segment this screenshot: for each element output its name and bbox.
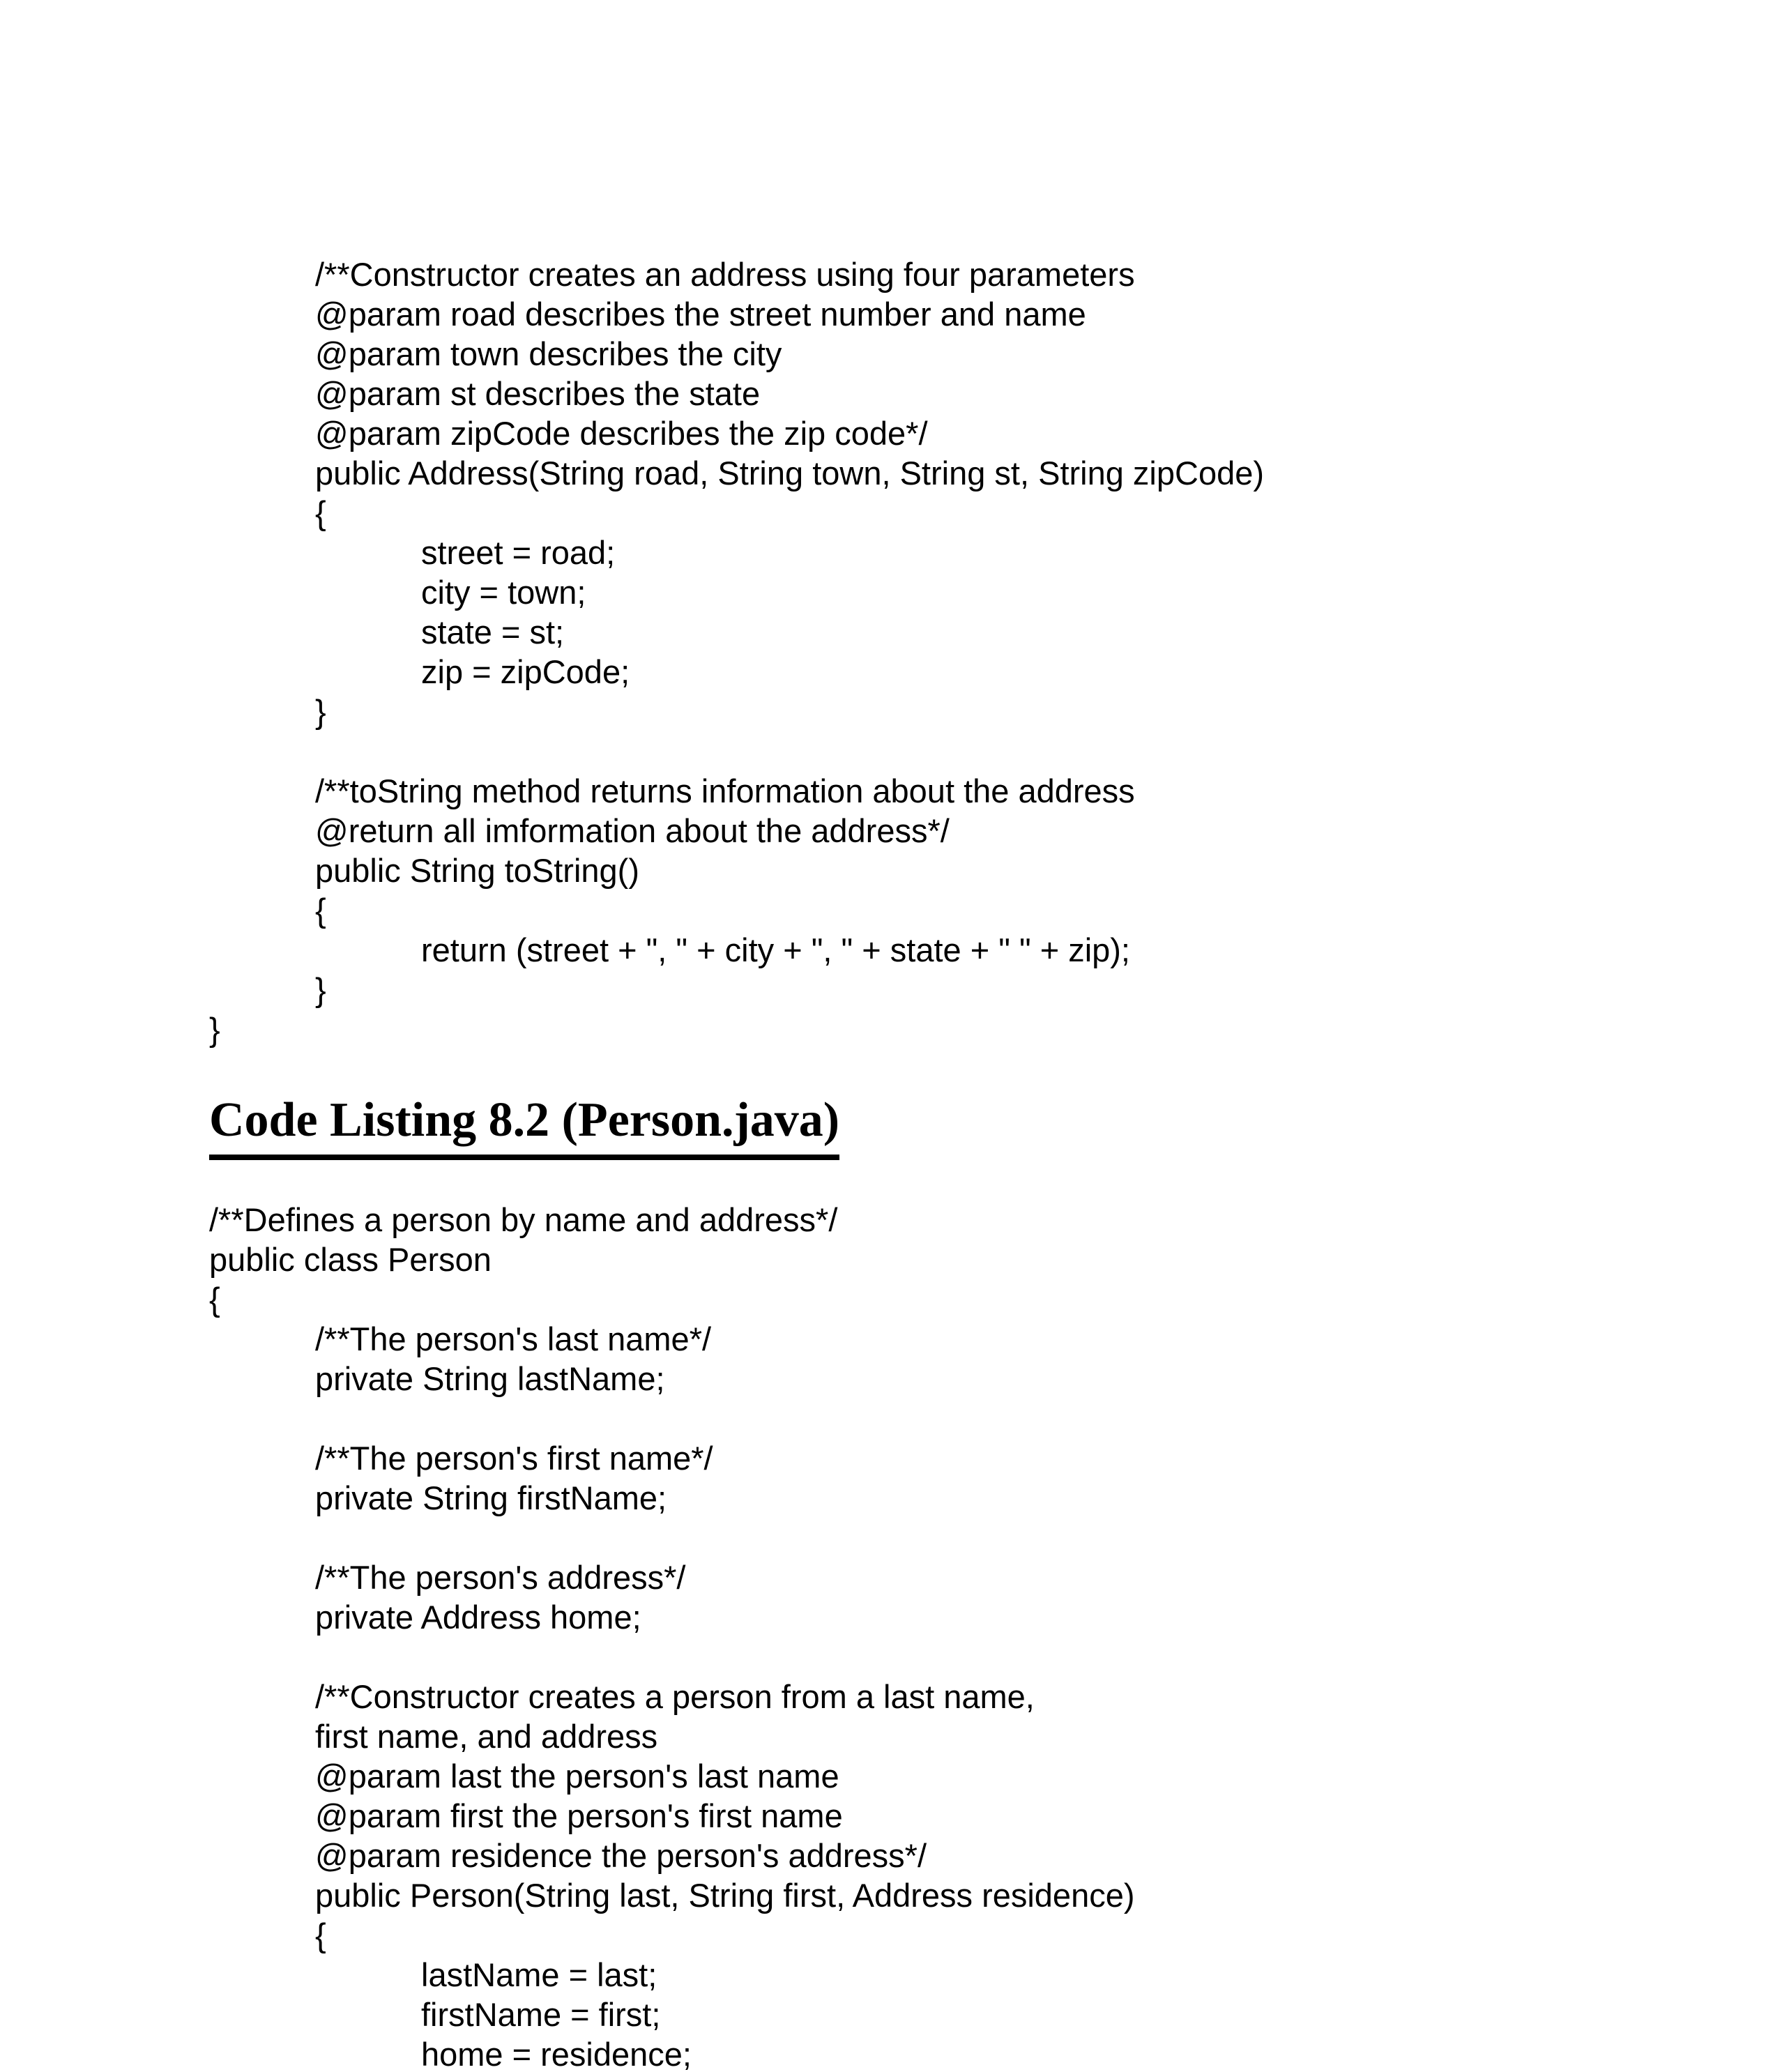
blank-line bbox=[0, 731, 1766, 771]
code-line: first name, and address bbox=[315, 1718, 658, 1755]
code-line: public Person(String last, String first, Address residence) bbox=[315, 1877, 1135, 1914]
address-code-block bbox=[0, 254, 1766, 1049]
code-listing-heading-text: Code Listing 8.2 (Person.java) bbox=[209, 1089, 839, 1160]
code-line: { bbox=[315, 494, 326, 531]
code-line: @param st describes the state bbox=[315, 375, 761, 412]
code-line: @param zipCode describes the zip code*/ bbox=[315, 415, 928, 452]
code-line: zip = zipCode; bbox=[421, 653, 630, 690]
code-line: /**toString method returns information about the address bbox=[315, 772, 1135, 809]
blank-line bbox=[0, 1637, 1766, 1677]
person-code-block bbox=[0, 1200, 1766, 2072]
code-line: @param town describes the city bbox=[315, 335, 782, 372]
code-line: } bbox=[315, 971, 326, 1008]
blank-line bbox=[0, 1518, 1766, 1557]
code-line: @param residence the person's address*/ bbox=[315, 1837, 927, 1874]
code-line: @param road describes the street number and name bbox=[315, 296, 1086, 333]
code-line: @param last the person's last name bbox=[315, 1758, 839, 1795]
code-line: @param first the person's first name bbox=[315, 1797, 843, 1834]
code-line: private String firstName; bbox=[315, 1479, 667, 1516]
code-line: public class Person bbox=[209, 1241, 492, 1278]
code-line: firstName = first; bbox=[421, 1996, 661, 2033]
code-line: home = residence; bbox=[421, 2036, 692, 2072]
code-line: lastName = last; bbox=[421, 1956, 657, 1993]
code-line: { bbox=[315, 1917, 326, 1953]
blank-line bbox=[0, 1399, 1766, 1438]
code-line: @return all imformation about the address*/ bbox=[315, 812, 950, 849]
code-line: return (street + ", " + city + ", " + state + " " + zip); bbox=[421, 931, 1130, 968]
code-line: } bbox=[209, 1011, 220, 1048]
code-line: /**The person's last name*/ bbox=[315, 1320, 712, 1357]
code-line: { bbox=[209, 1281, 220, 1318]
code-line: city = town; bbox=[421, 574, 586, 611]
code-line: public String toString() bbox=[315, 852, 639, 889]
code-line: private String lastName; bbox=[315, 1360, 665, 1397]
code-line: street = road; bbox=[421, 534, 616, 571]
code-line: state = st; bbox=[421, 614, 565, 650]
code-line: { bbox=[315, 892, 326, 929]
code-line: public Address(String road, String town, String st, String zipCode) bbox=[315, 455, 1265, 492]
code-line: /**Constructor creates a person from a last name, bbox=[315, 1678, 1035, 1715]
code-line: /**Defines a person by name and address*/ bbox=[209, 1201, 838, 1238]
code-line: /**The person's first name*/ bbox=[315, 1440, 713, 1477]
code-line: /**The person's address*/ bbox=[315, 1559, 686, 1596]
code-listing-heading bbox=[209, 1089, 1766, 1160]
code-line: /**Constructor creates an address using four parameters bbox=[315, 256, 1135, 293]
code-line: } bbox=[315, 693, 326, 730]
code-line: private Address home; bbox=[315, 1599, 641, 1636]
